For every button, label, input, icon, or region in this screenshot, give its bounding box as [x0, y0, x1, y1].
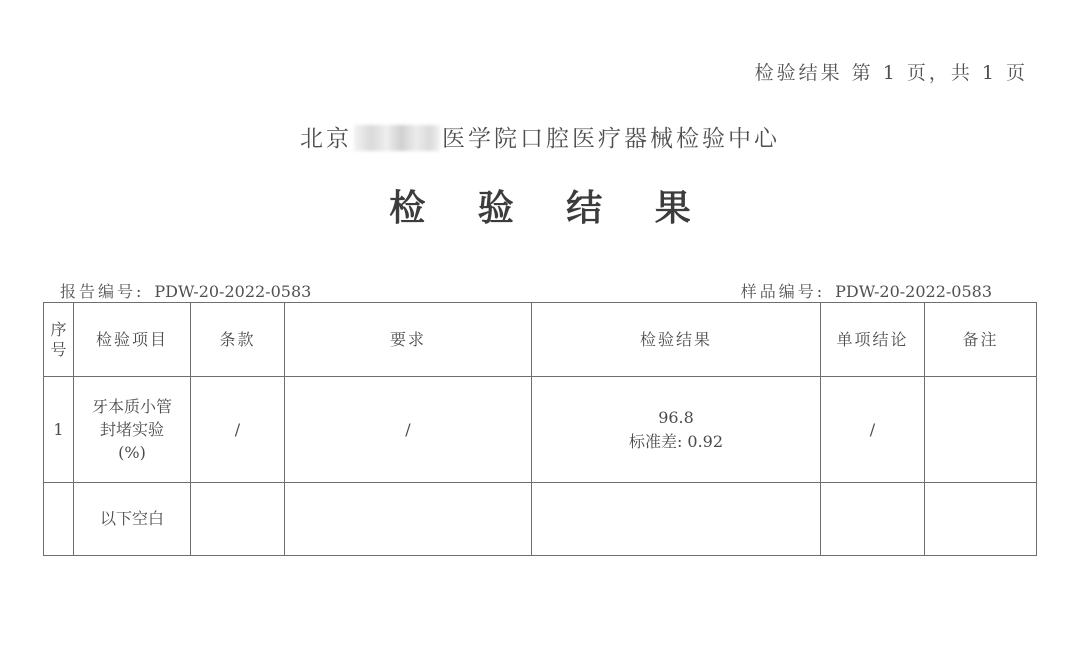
- cell-conclusion: /: [821, 377, 925, 483]
- header-seq: 序 号: [44, 303, 74, 377]
- institution-name-end: 医学院口腔医疗器械检验中心: [442, 126, 780, 152]
- table-row: [44, 377, 1037, 483]
- table-row: [44, 483, 1037, 556]
- header-conclusion: 单项结论: [821, 303, 925, 377]
- sample-number-label: 样品编号:: [740, 282, 826, 301]
- cell-clause: [191, 483, 285, 556]
- cell-result: 96.8 标准差: 0.92: [532, 377, 821, 483]
- cell-conclusion: [821, 483, 925, 556]
- header-item: 检验项目: [74, 303, 191, 377]
- report-number: [60, 279, 311, 302]
- sample-number: [741, 279, 992, 302]
- header-result: 检验结果: [532, 303, 821, 377]
- cell-clause: /: [191, 377, 285, 483]
- page-header: 检验结果 第 1 页，共 1 页: [754, 62, 1028, 84]
- cell-item: 牙本质小管 封堵实验 (%): [74, 377, 191, 483]
- report-number-label: 报告编号:: [60, 282, 145, 301]
- cell-remark: [925, 377, 1037, 483]
- cell-remark: [925, 483, 1037, 556]
- table-header-row: [44, 303, 1037, 377]
- header-remark: 备注: [925, 303, 1037, 377]
- cell-seq: 1: [44, 377, 74, 483]
- cell-item: 以下空白: [74, 483, 191, 556]
- header-requirement: 要求: [285, 303, 532, 377]
- cell-requirement: /: [285, 377, 532, 483]
- cell-requirement: [285, 483, 532, 556]
- results-table: [43, 302, 1037, 556]
- document-title: 检 验 结 果: [389, 188, 711, 229]
- header-clause: 条款: [191, 303, 285, 377]
- cell-seq: [44, 483, 74, 556]
- institution-name-start: 北京: [300, 126, 352, 152]
- report-number-value: PDW-20-2022-0583: [154, 282, 312, 301]
- cell-result: [532, 483, 821, 556]
- sample-number-value: PDW-20-2022-0583: [835, 282, 992, 301]
- redacted-blur: [354, 125, 440, 151]
- institution-name: [0, 120, 1080, 153]
